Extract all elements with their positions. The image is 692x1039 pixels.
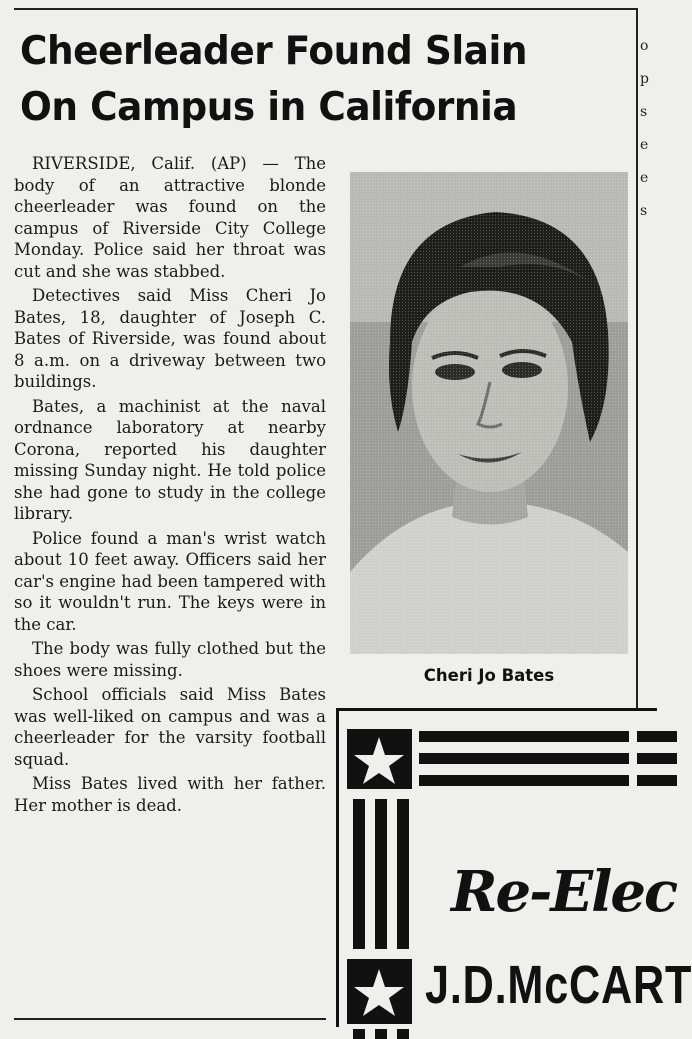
- paragraph: School officials said Miss Bates was well-liked on campus and was a cheerleader for the varsity football squad.: [14, 685, 326, 769]
- ad-headline: Re-Elec: [451, 859, 677, 925]
- portrait-photo: [350, 172, 628, 654]
- top-rule: [14, 8, 636, 10]
- article-body: [14, 153, 326, 819]
- paragraph: Bates, a machinist at the naval ordnance laboratory at nearby Corona, reported his daughter missing Sunday night. He told police she had gone to study in the college library.: [14, 396, 326, 523]
- headline: [20, 24, 596, 136]
- portrait-image: [350, 172, 628, 654]
- photo-caption: Cheri Jo Bates: [423, 666, 555, 685]
- column-rule: [636, 8, 638, 708]
- paragraph: RIVERSIDE, Calif. (AP) — The body of an attractive blonde cheerleader was found on the campus of Riverside City College Monday. Police said her throat was cut and she was stabbed.: [14, 154, 326, 281]
- paragraph: Miss Bates lived with her father. Her mother is dead.: [14, 774, 326, 815]
- paragraph: The body was fully clothed but the shoes were missing.: [14, 639, 326, 680]
- bottom-rule: [14, 1018, 326, 1020]
- ad-candidate-name: J.D.McCART: [425, 955, 692, 1015]
- adjacent-column-fragment: o p s e e s: [640, 38, 649, 219]
- headline-line-2: On Campus in California: [20, 85, 518, 130]
- headline-line-1: Cheerleader Found Slain: [20, 29, 527, 74]
- paragraph: Police found a man's wrist watch about 10 feet away. Officers said her car's engine had been tampered with so it wouldn't run. The keys were in the car.: [14, 528, 326, 634]
- paragraph: Detectives said Miss Cheri Jo Bates, 18, daughter of Joseph C. Bates of Riverside, was found about 8 a.m. on a driveway between two buildings.: [14, 286, 326, 391]
- campaign-advertisement: [336, 708, 692, 1027]
